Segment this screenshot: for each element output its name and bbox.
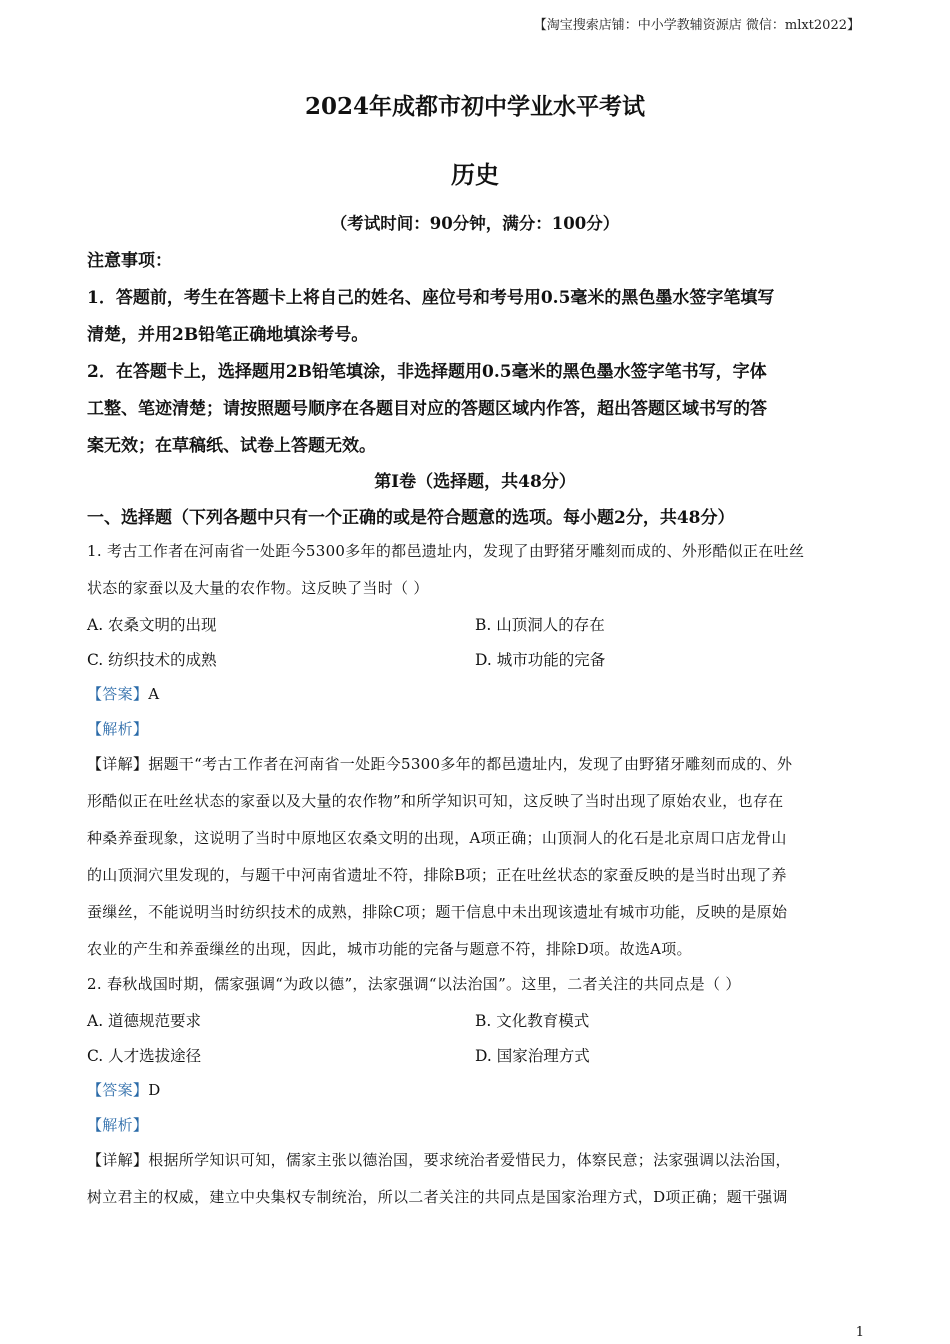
q1-detail-line: 的山顶洞穴里发现的，与题干中河南省遗址不符，排除B项；正在吐丝状态的家蚕反映的是当时出现了养 xyxy=(87,866,787,884)
q1-option-b: B. 山顶洞人的存在 xyxy=(475,616,605,634)
q2-detail-line: 树立君主的权威，建立中央集权专制统治，所以二者关注的共同点是国家治理方式，D项正确；题干强调 xyxy=(87,1188,788,1206)
question-1-stem: 1. 考古工作者在河南省一处距今5300多年的都邑遗址内，发现了由野猪牙雕刻而成的、外形酷似正在吐丝 xyxy=(87,542,805,560)
notice-line: 2．在答题卡上，选择题用2B铅笔填涂，非选择题用0.5毫米的黑色墨水签字笔书写，字体 xyxy=(87,362,767,382)
detail-text: 据题干“考古工作者在河南省一处距今5300多年的都邑遗址内，发现了由野猪牙雕刻而成的、外 xyxy=(148,755,793,773)
q2-option-c: C. 人才选拔途径 xyxy=(87,1047,202,1065)
answer-label: 【答案】 xyxy=(87,685,149,703)
q1-detail xyxy=(87,753,867,774)
q2-option-d: D. 国家治理方式 xyxy=(475,1047,590,1065)
q1-detail-line: 种桑养蚕现象，这说明了当时中原地区农桑文明的出现，A项正确；山顶洞人的化石是北京周口店龙骨山 xyxy=(87,829,787,847)
answer-value: D xyxy=(148,1081,161,1099)
q1-detail-line: 农业的产生和养蚕缫丝的出现，因此，城市功能的完备与题意不符，排除D项。故选A项。 xyxy=(87,940,692,958)
answer-value: A xyxy=(148,685,160,703)
q1-option-c: C. 纺织技术的成熟 xyxy=(87,651,217,669)
detail-label: 【详解】 xyxy=(87,1151,149,1169)
q2-option-a: A. 道德规范要求 xyxy=(87,1012,202,1030)
detail-text: 根据所学知识可知，儒家主张以德治国，要求统治者爱惜民力，体察民意；法家强调以法治国， xyxy=(148,1151,791,1169)
notice-heading: 注意事项： xyxy=(87,251,172,271)
q1-option-d: D. 城市功能的完备 xyxy=(475,651,606,669)
question-1-stem: 状态的家蚕以及大量的农作物。这反映了当时（ ） xyxy=(87,579,429,597)
q2-analysis-label: 【解析】 xyxy=(87,1116,149,1134)
exam-time-info: （考试时间：90分钟，满分：100分） xyxy=(330,214,620,233)
notice-line: 1．答题前，考生在答题卡上将自己的姓名、座位号和考号用0.5毫米的黑色墨水签字笔填写 xyxy=(87,288,775,308)
detail-label: 【详解】 xyxy=(87,755,149,773)
exam-subject: 历史 xyxy=(451,160,499,189)
store-note: 【淘宝搜索店铺：中小学教辅资源店 微信：mlxt2022】 xyxy=(533,18,860,33)
q1-detail-line: 形酷似正在吐丝状态的家蚕以及大量的农作物”和所学知识可知，这反映了当时出现了原始农业，也存在 xyxy=(87,792,784,810)
q2-detail xyxy=(87,1149,867,1170)
notice-line: 清楚，并用2B铅笔正确地填涂考号。 xyxy=(87,325,369,345)
part1-title: 第Ⅰ卷（选择题，共48分） xyxy=(374,472,576,492)
question-2-stem: 2. 春秋战国时期，儒家强调“为政以德”，法家强调“以法治国”。这里，二者关注的共同点是（ ） xyxy=(87,975,741,993)
q1-answer xyxy=(87,683,867,704)
q1-detail-line: 蚕缫丝，不能说明当时纺织技术的成熟，排除C项；题干信息中未出现该遗址有城市功能，反映的是原始 xyxy=(87,903,788,921)
notice-line: 工整、笔迹清楚；请按照题号顺序在各题目对应的答题区域内作答，超出答题区域书写的答 xyxy=(87,399,767,419)
exam-title: 2024年成都市初中学业水平考试 xyxy=(304,93,645,120)
q1-analysis-label: 【解析】 xyxy=(87,720,149,738)
notice-line: 案无效；在草稿纸、试卷上答题无效。 xyxy=(87,436,376,456)
section-heading: 一、选择题（下列各题中只有一个正确的或是符合题意的选项。每小题2分，共48分） xyxy=(87,508,735,528)
answer-label: 【答案】 xyxy=(87,1081,149,1099)
q2-answer xyxy=(87,1079,867,1100)
page-number: 1 xyxy=(855,1325,864,1340)
q1-option-a: A. 农桑文明的出现 xyxy=(87,616,217,634)
q2-option-b: B. 文化教育模式 xyxy=(475,1012,590,1030)
